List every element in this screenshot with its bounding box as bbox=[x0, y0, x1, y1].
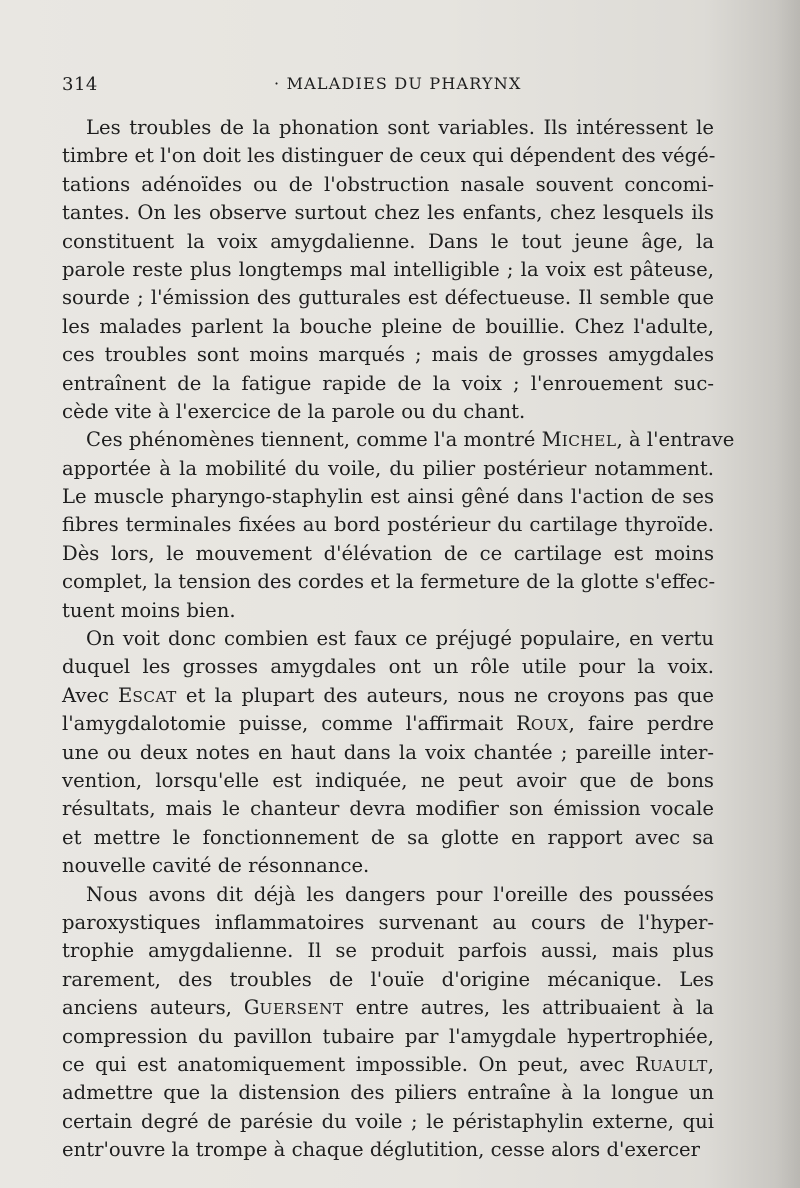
running-title: · MALADIES DU PHARYNX bbox=[274, 74, 522, 93]
text-line: compression du pavillon tubaire par l'amygdale hypertrophiée, bbox=[62, 1024, 714, 1048]
text-line: Les troubles de la phonation sont variables. Ils intéressent le bbox=[86, 116, 714, 139]
text-line: paroxystiques inflammatoires survenant au cours de l'hyper- bbox=[62, 910, 714, 934]
text-line: cède vite à l'exercice de la parole ou du chant. bbox=[62, 399, 526, 423]
text-line: sourde ; l'émission des gutturales est défectueuse. Il semble que bbox=[62, 286, 714, 310]
text-line: entr'ouvre la trompe à chaque déglutition, cesse alors d'exercer bbox=[62, 1138, 700, 1162]
text-line: tantes. On les observe surtout chez les enfants, chez lesquels ils bbox=[62, 201, 714, 225]
text-line: anciens auteurs, GUERSENT entre autres, les attribuaient à la bbox=[62, 996, 714, 1020]
text-line: ce qui est anatomiquement impossible. On peut, avec RUAULT, bbox=[62, 1052, 714, 1076]
text-line: certain degré de parésie du voile ; le péristaphylin externe, qui bbox=[62, 1109, 714, 1133]
text-line: Ces phénomènes tiennent, comme l'a montré MICHEL, à l'entrave bbox=[86, 428, 735, 452]
text-line: l'amygdalotomie puisse, comme l'affirmait ROUX, faire perdre bbox=[62, 712, 714, 736]
text-line: rarement, des troubles de l'ouïe d'origine mécanique. Les bbox=[62, 967, 714, 991]
text-line: ces troubles sont moins marqués ; mais de grosses amygdales bbox=[62, 343, 714, 367]
text-line: trophie amygdalienne. Il se produit parfois aussi, mais plus bbox=[62, 939, 714, 963]
text-line: admettre que la distension des piliers entraîne à la longue un bbox=[62, 1081, 714, 1105]
text-line: Le muscle pharyngo-staphylin est ainsi gêné dans l'action de ses bbox=[62, 485, 714, 509]
paragraph bbox=[62, 114, 714, 426]
text-line: duquel les grosses amygdales ont un rôle utile pour la voix. bbox=[62, 655, 714, 679]
text-line: timbre et l'on doit les distinguer de ceux qui dépendent des végé- bbox=[62, 144, 716, 168]
paragraph bbox=[62, 426, 735, 625]
text-line: entraînent de la fatigue rapide de la voix ; l'enrouement suc- bbox=[62, 371, 714, 395]
text-line: tuent moins bien. bbox=[62, 598, 236, 622]
text-line: nouvelle cavité de résonnance. bbox=[62, 854, 370, 878]
text-line: vention, lorsqu'elle est indiquée, ne peut avoir que de bons bbox=[62, 768, 714, 792]
text-line: une ou deux notes en haut dans la voix chantée ; pareille inter- bbox=[62, 740, 714, 764]
paragraph bbox=[62, 625, 714, 881]
body-text bbox=[62, 114, 735, 1164]
text-line: résultats, mais le chanteur devra modifier son émission vocale bbox=[62, 797, 714, 821]
page-number: 314 bbox=[62, 74, 98, 95]
text-line: Dès lors, le mouvement d'élévation de ce cartilage est moins bbox=[62, 541, 714, 565]
text-line: les malades parlent la bouche pleine de bouillie. Chez l'adulte, bbox=[62, 314, 714, 338]
page-header bbox=[62, 74, 722, 98]
text-line: parole reste plus longtemps mal intelligible ; la voix est pâteuse, bbox=[62, 257, 714, 281]
text-line: On voit donc combien est faux ce préjugé populaire, en vertu bbox=[86, 627, 714, 651]
text-line: constituent la voix amygdalienne. Dans le tout jeune âge, la bbox=[62, 229, 714, 253]
text-line: Nous avons dit déjà les dangers pour l'oreille des poussées bbox=[86, 882, 714, 906]
text-line: Avec ESCAT et la plupart des auteurs, nous ne croyons pas que bbox=[62, 683, 714, 707]
text-line: complet, la tension des cordes et la fermeture de la glotte s'effec- bbox=[62, 570, 716, 594]
text-line: et mettre le fonctionnement de sa glotte en rapport avec sa bbox=[62, 825, 714, 849]
paragraph bbox=[62, 881, 714, 1165]
text-line: fibres terminales fixées au bord postérieur du cartilage thyroïde. bbox=[62, 513, 714, 537]
text-line: tations adénoïdes ou de l'obstruction nasale souvent concomi- bbox=[62, 172, 714, 196]
text-line: apportée à la mobilité du voile, du pilier postérieur notamment. bbox=[62, 456, 714, 480]
